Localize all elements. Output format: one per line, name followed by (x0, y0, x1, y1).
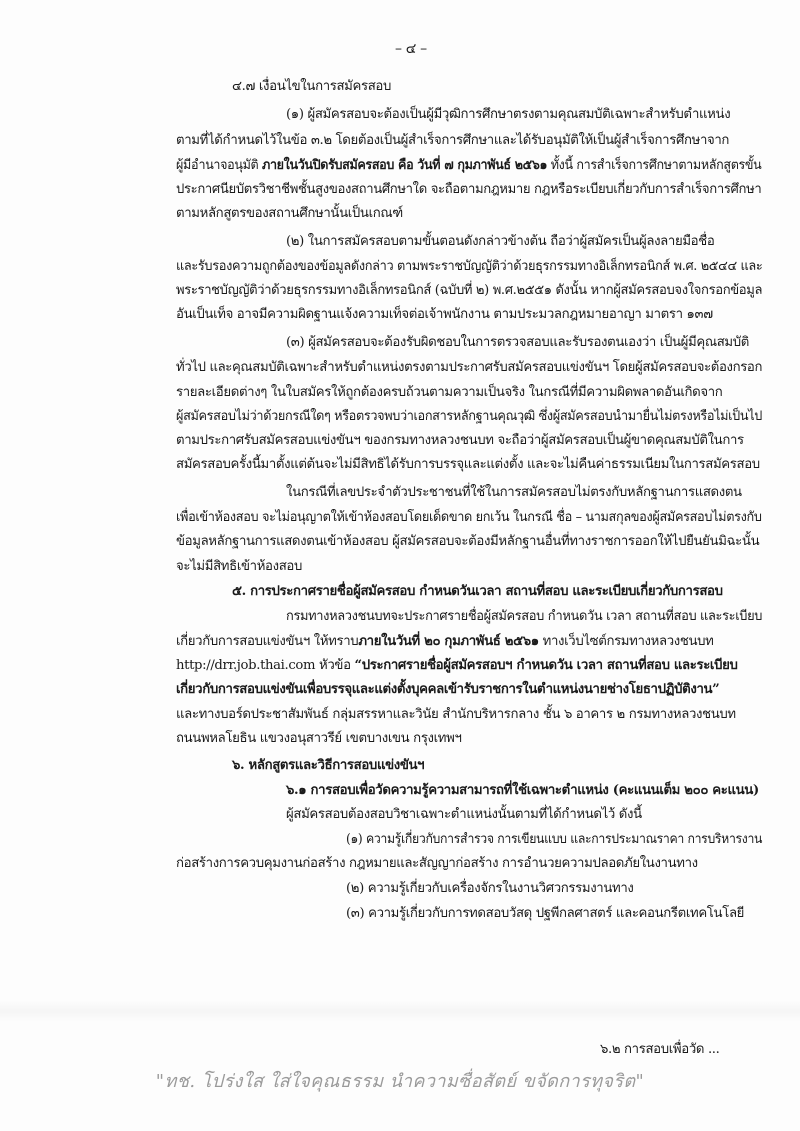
section-5-text: ทางเว็บไซต์กรมทางหลวงชนบท (538, 634, 714, 649)
para-2-line: (๒) ในการสมัครสอบตามขั้นตอนดังกล่าวข้างต้น ถือว่าผู้สมัครเป็นผู้ลงลายมือชื่อ (286, 234, 715, 249)
deadline-emphasis: ภายในวันปิดรับสมัครสอบ คือ วันที่ ๗ กุมภาพันธ์ ๒๕๖๑ (262, 158, 548, 173)
para-1-line: (๑) ผู้สมัครสอบจะต้องเป็นผู้มีวุฒิการศึกษาตรงตามคุณสมบัติเฉพาะสำหรับตำแหน่ง (286, 107, 731, 122)
section-5-line (176, 657, 738, 675)
announcement-title: เกี่ยวกับการสอบแข่งขันเพื่อบรรจุและแต่งตั้งบุคคลเข้ารับราชการในตำแหน่งนายช่างโยธาปฏิบัติงาน” (176, 682, 720, 697)
section-6-intro: ผู้สมัครสอบต้องสอบวิชาเฉพาะตำแหน่งนั้นตามที่ได้กำหนดไว้ ดังนี้ (286, 807, 642, 822)
subject-item: (๒) ความรู้เกี่ยวกับเครื่องจักรในงานวิศวกรรมงานทาง (346, 881, 634, 896)
para-2-line: พระราชบัญญัติว่าด้วยธุรกรรมทางอิเล็กทรอนิกส์ (ฉบับที่ ๒) พ.ศ.๒๕๕๑ ดังนั้น หากผู้สมัครสอบจงใจกรอกข้อมูล (176, 283, 763, 298)
para-3-line: (๓) ผู้สมัครสอบจะต้องรับผิดชอบในการตรวจสอบและรับรองตนเองว่า เป็นผู้มีคุณสมบัติ (286, 335, 749, 350)
para-1-line: ประกาศนียบัตรวิชาชีพชั้นสูงของสถานศึกษาใด จะถือตามกฎหมาย กฎหรือระเบียบเกี่ยวกับการสำเร็จการศึกษา (176, 182, 762, 197)
section-6-heading: ๖. หลักสูตรและวิธีการสอบแข่งขันฯ (232, 758, 425, 773)
scan-artifact (0, 1000, 800, 1022)
section-6-1-heading: ๖.๑ การสอบเพื่อวัดความรู้ความสามารถที่ใช้เฉพาะตำแหน่ง (คะแนนเต็ม ๒๐๐ คะแนน) (286, 783, 759, 798)
website-url: http://drr.job.thai.com หัวข้อ (176, 658, 355, 673)
footer-slogan: "ทช. โปร่งใส ใส่ใจคุณธรรม นำความซื่อสัตย์ ขจัดการทุจริต" (155, 1071, 645, 1092)
section-4-7-heading: ๔.๗ เงื่อนไขในการสมัครสอบ (232, 79, 392, 94)
para-1-line (176, 157, 761, 175)
page-number: – ๔ – (395, 41, 427, 57)
section-5-heading: ๕. การประกาศรายชื่อผู้สมัครสอบ กำหนดวันเวลา สถานที่สอบ และระเบียบเกี่ยวกับการสอบ (232, 584, 723, 599)
para-3-line: รายละเอียดต่างๆ ในใบสมัครให้ถูกต้องครบถ้วนตามความเป็นจริง ในกรณีที่มีความผิดพลาดอันเกิดจาก (176, 385, 723, 400)
para-4-line: ข้อมูลหลักฐานการแสดงตนเข้าห้องสอบ ผู้สมัครสอบจะต้องมีหลักฐานอื่นที่ทางราชการออกให้ไปยืนยันมิฉะนั้น (176, 534, 760, 549)
para-2-line: อันเป็นเท็จ อาจมีความผิดฐานแจ้งความเท็จต่อเจ้าพนักงาน ตามประมวลกฎหมายอาญา มาตรา ๑๓๗ (176, 307, 713, 322)
subject-item: (๓) ความรู้เกี่ยวกับการทดสอบวัสดุ ปฐพีกลศาสตร์ และคอนกรีตเทคโนโลยี (346, 906, 745, 921)
announcement-title: “ประกาศรายชื่อผู้สมัครสอบฯ กำหนดวัน เวลา สถานที่สอบ และระเบียบ (354, 658, 738, 673)
para-1-line: ตามหลักสูตรของสถานศึกษานั้นเป็นเกณฑ์ (176, 206, 403, 221)
section-5-line: กรมทางหลวงชนบทจะประกาศรายชื่อผู้สมัครสอบ กำหนดวัน เวลา สถานที่สอบ และระเบียบ (286, 609, 763, 624)
para-3-line: สมัครสอบครั้งนี้มาตั้งแต่ต้นจะไม่มีสิทธิได้รับการบรรจุและแต่งตั้ง และจะไม่คืนค่าธรรมเนียมในการสมัครสอบ (176, 457, 760, 472)
section-5-line: ถนนพหลโยธิน แขวงอนุสาวรีย์ เขตบางเขน กรุงเทพฯ (176, 731, 462, 746)
announcement-date: ภายในวันที่ ๒๐ กุมภาพันธ์ ๒๕๖๑ (358, 634, 539, 649)
section-5-text: เกี่ยวกับการสอบแข่งขันฯ ให้ทราบ (176, 634, 359, 649)
section-5-line (176, 633, 714, 651)
para-2-line: และรับรองความถูกต้องของข้อมูลดังกล่าว ตามพระราชบัญญัติว่าด้วยธุรกรรมทางอิเล็กทรอนิกส์ พ.ศ. ๒๕๔๔ และ (176, 259, 763, 274)
subject-item: (๑) ความรู้เกี่ยวกับการสำรวจ การเขียนแบบ และการประมาณราคา การบริหารงาน (346, 832, 763, 847)
para-3-line: ทั่วไป และคุณสมบัติเฉพาะสำหรับตำแหน่งตรงตามประกาศรับสมัครสอบแข่งขันฯ โดยผู้สมัครสอบจะต้องกรอก (176, 360, 763, 375)
section-5-line: และทางบอร์ดประชาสัมพันธ์ กลุ่มสรรหาและวินัย สำนักบริหารกลาง ชั้น ๖ อาคาร ๒ กรมทางหลวงชนบท (176, 707, 736, 722)
para-4-line: เพื่อเข้าห้องสอบ จะไม่อนุญาตให้เข้าห้องสอบโดยเด็ดขาด ยกเว้น ในกรณี ชื่อ – นามสกุลของผู้สมัครสอบไม่ตรงกับ (176, 510, 762, 525)
subject-item: ก่อสร้างการควบคุมงานก่อสร้าง กฎหมายและสัญญาก่อสร้าง การอำนวยความปลอดภัยในงานทาง (176, 856, 698, 871)
para-4-line: ในกรณีที่เลขประจำตัวประชาชนที่ใช้ในการสมัครสอบไม่ตรงกับหลักฐานการแสดงตน (286, 485, 742, 500)
para-1-text: ผู้มีอำนาจอนุมัติ (176, 158, 263, 173)
para-3-line: ผู้สมัครสอบไม่ว่าด้วยกรณีใดๆ หรือตรวจพบว่าเอกสารหลักฐานคุณวุฒิ ซึ่งผู้สมัครสอบนำมายื่นไม่ตรงหรือไม่เป็นไป (176, 409, 763, 424)
continuation-marker: ๖.๒ การสอบเพื่อวัด ... (600, 1042, 720, 1057)
para-3-line: ตามประกาศรับสมัครสอบแข่งขันฯ ของกรมทางหลวงชนบท จะถือว่าผู้สมัครสอบเป็นผู้ขาดคุณสมบัติในการ (176, 433, 744, 448)
para-4-line: จะไม่มีสิทธิเข้าห้องสอบ (176, 559, 302, 574)
para-1-text: ทั้งนี้ การสำเร็จการศึกษาตามหลักสูตรขั้น (547, 158, 762, 173)
para-1-line: ตามที่ได้กำหนดไว้ในข้อ ๓.๒ โดยต้องเป็นผู้สำเร็จการศึกษาและได้รับอนุมัติให้เป็นผู้สำเร็จการศึกษาจาก (176, 133, 730, 148)
